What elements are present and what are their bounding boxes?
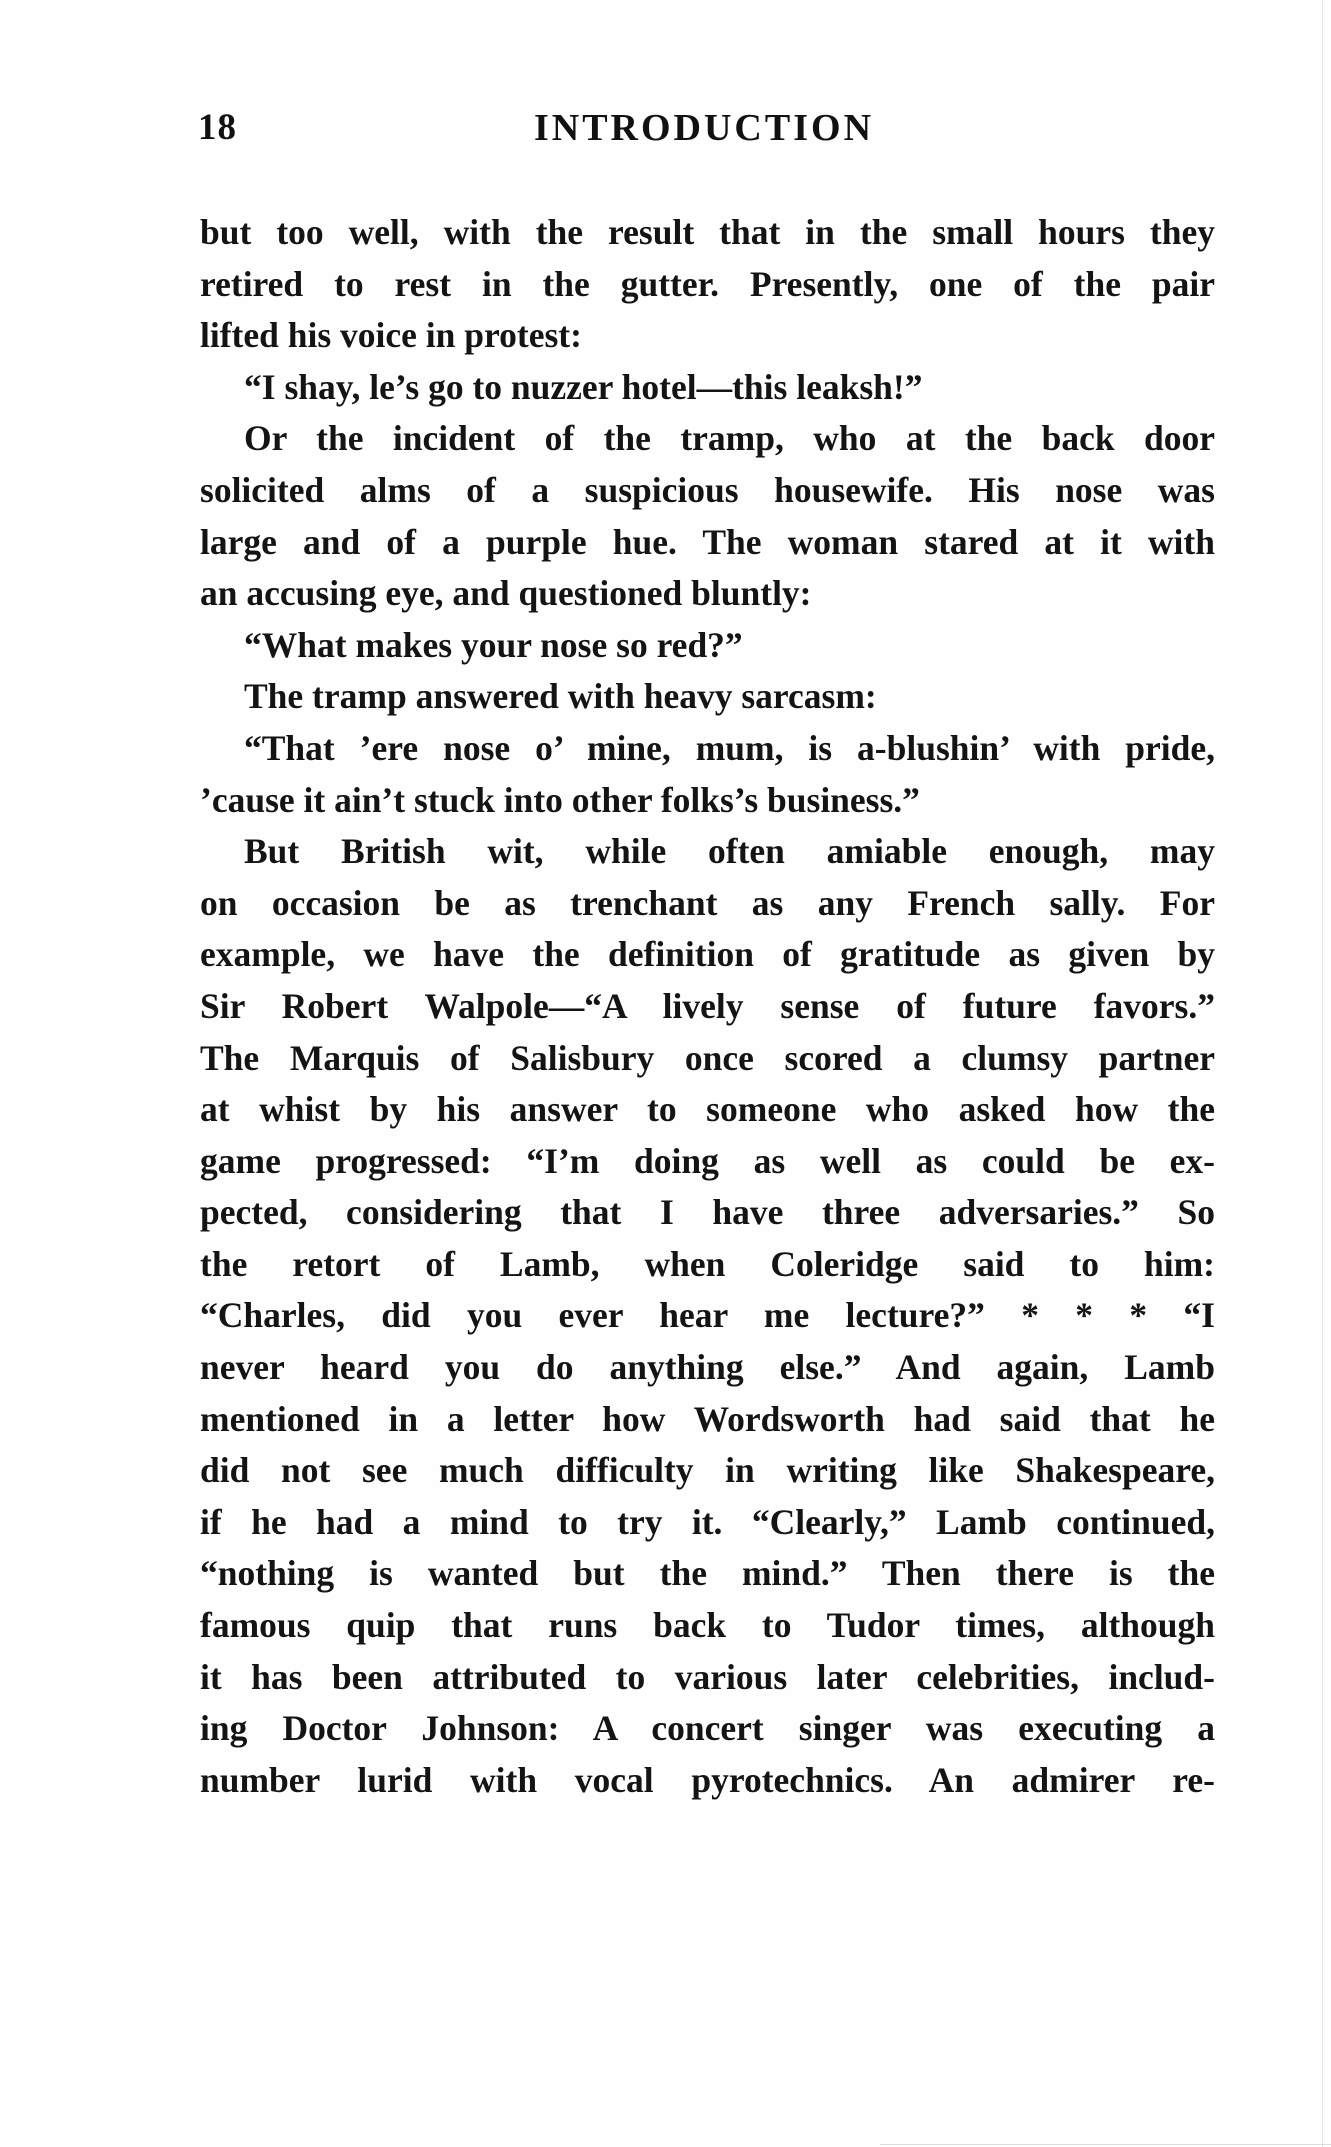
text-line: mentioned in a letter how Wordsworth had said that he xyxy=(200,1398,1215,1439)
text-line: on occasion be as trenchant as any French sally. For xyxy=(200,882,1215,923)
text-line: game progressed: “I’m doing as well as could be ex- xyxy=(200,1140,1215,1181)
scan-edge-mark xyxy=(1322,0,1323,2147)
text-line: famous quip that runs back to Tudor times, although xyxy=(200,1605,1215,1646)
body-text xyxy=(200,207,1215,1806)
text-line: example, we have the definition of gratitude as given by xyxy=(200,934,1215,975)
text-line: lifted his voice in protest: xyxy=(200,315,582,356)
text-line: solicited alms of a suspicious housewife. His nose was xyxy=(200,469,1215,510)
text-line: Or the incident of the tramp, who at the back door xyxy=(244,418,1215,459)
text-line: number lurid with vocal pyrotechnics. An admirer re- xyxy=(200,1759,1215,1800)
text-line: The tramp answered with heavy sarcasm: xyxy=(244,676,877,717)
text-line: at whist by his answer to someone who asked how the xyxy=(200,1089,1215,1130)
text-line: “nothing is wanted but the mind.” Then there is the xyxy=(200,1553,1215,1594)
text-line: but too well, with the result that in the small hours they xyxy=(200,212,1215,252)
text-line: Sir Robert Walpole—“A lively sense of future favors.” xyxy=(200,985,1215,1026)
text-line: “I shay, le’s go to nuzzer hotel—this leaksh!” xyxy=(244,366,923,407)
page-number: 18 xyxy=(198,107,237,148)
page-header-title: INTRODUCTION xyxy=(533,107,875,149)
scan-edge-mark xyxy=(880,2144,1331,2145)
text-line: ’cause it ain’t stuck into other folks’s business.” xyxy=(200,779,920,820)
text-line: ing Doctor Johnson: A concert singer was executing a xyxy=(200,1708,1215,1749)
running-head xyxy=(198,106,1210,156)
text-line: large and of a purple hue. The woman stared at it with xyxy=(200,521,1215,562)
text-line: if he had a mind to try it. “Clearly,” Lamb continued, xyxy=(200,1501,1215,1542)
text-line: But British wit, while often amiable enough, may xyxy=(244,831,1215,872)
text-line: it has been attributed to various later celebrities, includ- xyxy=(200,1656,1215,1697)
text-line: an accusing eye, and questioned bluntly: xyxy=(200,573,812,614)
text-line: retired to rest in the gutter. Presently, one of the pair xyxy=(200,263,1215,304)
text-line: did not see much difficulty in writing like Shakespeare, xyxy=(200,1450,1215,1491)
text-line: “Charles, did you ever hear me lecture?” * * * “I xyxy=(200,1295,1215,1336)
text-line: The Marquis of Salisbury once scored a clumsy partner xyxy=(200,1037,1215,1078)
text-line: “That ’ere nose o’ mine, mum, is a-blushin’ with pride, xyxy=(244,727,1215,768)
text-line: never heard you do anything else.” And again, Lamb xyxy=(200,1347,1215,1388)
text-line: “What makes your nose so red?” xyxy=(244,624,743,665)
text-line: pected, considering that I have three adversaries.” So xyxy=(200,1192,1215,1233)
text-line: the retort of Lamb, when Coleridge said to him: xyxy=(200,1243,1215,1284)
